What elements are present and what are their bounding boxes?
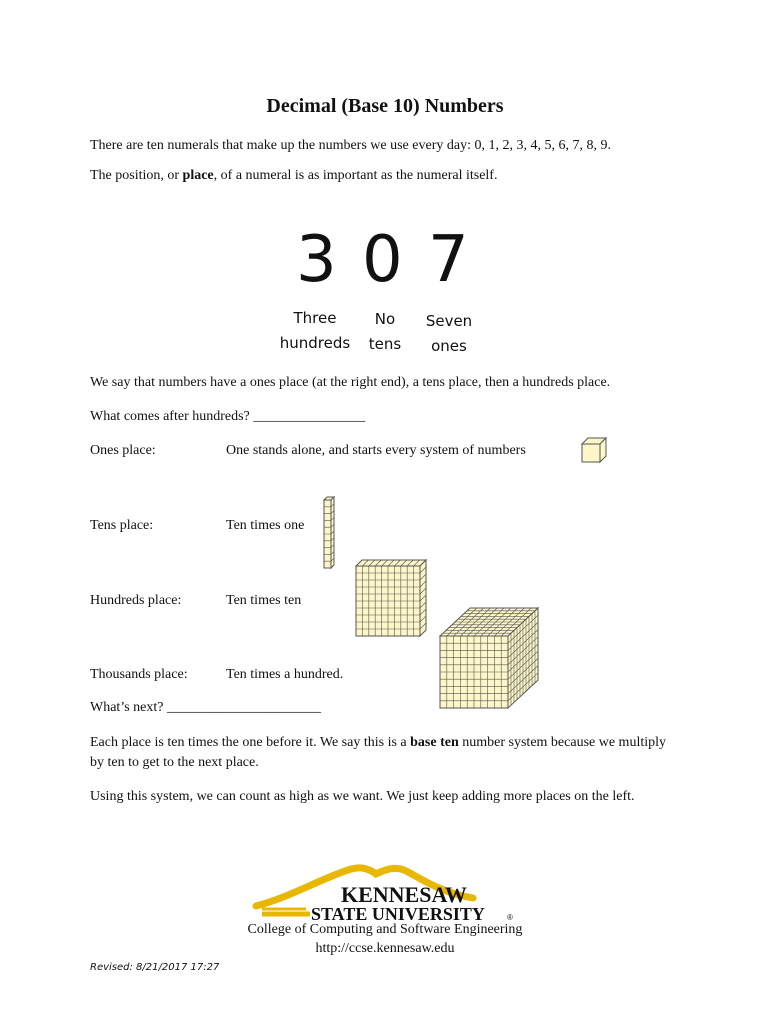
position-sentence: The position, or place, of a numeral is as important as the numeral itself.	[90, 168, 498, 183]
hundreds-place-label: Hundreds place:	[90, 593, 182, 608]
count-high-paragraph: Using this system, we can count as high as we want. We just keep adding more places on the left.	[90, 789, 635, 804]
digit-hundreds: 3	[296, 223, 337, 297]
label-tens: No tens	[368, 310, 402, 353]
thousands-place-label: Thousands place:	[90, 667, 188, 682]
logo-state-university: STATE UNIVERSITY	[311, 904, 485, 924]
college-url: http://ccse.kennesaw.edu	[315, 941, 455, 956]
thousands-place-desc: Ten times a hundred.	[226, 667, 344, 682]
question-after-hundreds: What comes after hundreds? ________________	[90, 409, 366, 424]
label-ones: Seven ones	[425, 312, 473, 355]
digit-tens: 0	[362, 223, 403, 297]
registered-mark: ®	[507, 913, 513, 922]
base-ten-paragraph: Each place is ten times the one before it. We say this is a base ten number system because we multiply by ten to get to the next place.	[90, 735, 666, 770]
digit-ones: 7	[428, 223, 469, 297]
question-whats-next: What’s next? ______________________	[90, 700, 321, 715]
place-term: place	[182, 168, 214, 183]
logo-kennesaw: KENNESAW	[341, 882, 467, 907]
tens-place-label: Tens place:	[90, 518, 154, 533]
ones-place-label: Ones place:	[90, 443, 156, 458]
numerals-sentence: There are ten numerals that make up the numbers we use every day: 0, 1, 2, 3, 4, 5, 6, 7, 8, 9.	[90, 138, 611, 153]
hundreds-place-desc: Ten times ten	[226, 593, 302, 608]
page-title: Decimal (Base 10) Numbers	[266, 95, 504, 117]
label-hundreds: Three hundreds	[279, 309, 351, 352]
ksu-logo	[248, 858, 518, 928]
base-ten-term: base ten	[410, 735, 459, 750]
places-intro: We say that numbers have a ones place (at the right end), a tens place, then a hundreds place.	[90, 375, 611, 390]
college-name: College of Computing and Software Engineering	[247, 922, 523, 937]
ones-place-desc: One stands alone, and starts every system of numbers	[226, 443, 526, 458]
tens-place-desc: Ten times one	[226, 518, 305, 533]
revised-date: Revised: 8/21/2017 17:27	[90, 962, 220, 973]
